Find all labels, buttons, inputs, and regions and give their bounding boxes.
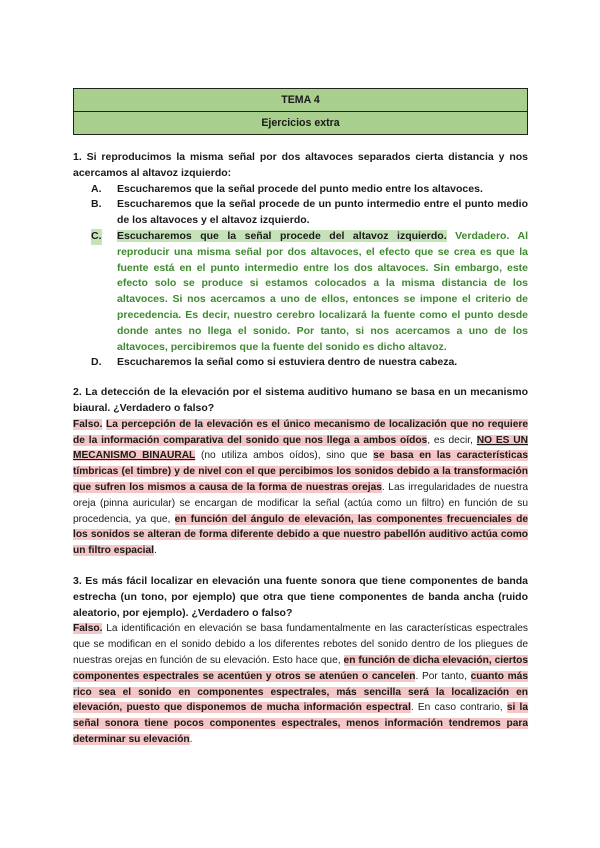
correct-verdict: Verdadero. [455, 229, 510, 242]
header-title: TEMA 4 [74, 89, 528, 112]
option-b [91, 197, 528, 229]
correct-explanation: Al reproducir una misma señal por dos altavoces, el efecto que se crea es que la fuente está en el punto intermedio entre los dos altavoces. Sin embargo, este efecto solo se produce si estamos colocados a la misma distancia de los altavoces. Si nos acercamos a uno de ellos, entonces se impone el criterio de precedencia. Es decir, nuestro cerebro localizará la fuente como el punto desde donde antes no llega el sonido. Por tanto, si nos acercamos a uno de los altavoces, percibiremos que la fuente del sonido es dicho altavoz. [117, 229, 528, 353]
answer-highlight: La percepción de la elevación es el único mecanismo de localización que no requiere de la información comparativa del sonido que nos llega a ambos oídos [73, 418, 528, 446]
question-3 [73, 574, 528, 748]
answer-text: . En caso contrario, [410, 702, 507, 714]
question-2-answer [73, 417, 528, 559]
question-2 [73, 385, 528, 559]
question-3-answer [73, 621, 528, 747]
question-3-text: 3. Es más fácil localizar en elevación una fuente sonora que tiene componentes de banda estrecha (un tono, por ejemplo) que otra que tiene componentes de banda ancha (ruido aleatorio, por ejemplo). ¿Verdadero o falso? [73, 574, 528, 619]
question-1-text: 1. Si reproducimos la misma señal por dos altavoces separados cierta distancia y nos acercamos al altavoz izquierdo: [73, 151, 528, 179]
option-text: Escucharemos que la señal procede de un punto intermedio entre el punto medio de los altavoces y el altavoz izquierdo. [117, 198, 528, 227]
answer-verdict: Falso. [73, 623, 103, 635]
header-table [73, 88, 528, 135]
answer-text: . [189, 733, 193, 745]
answer-text: . Las irregularidades de nuestra oreja (pinna auricular) se encargan de modificar la señal (actúa como un filtro) en función de su procedencia, ya que, [73, 481, 528, 525]
answer-text: (no utiliza ambos oídos), sino que [195, 450, 374, 462]
option-d [91, 355, 528, 371]
answer-highlight: se basa en las características tímbricas (el timbre) y de nivel con el que percibimos los sonidos debido a la transformación que sufren los mismos a causa de la forma de nuestras orejas [73, 450, 528, 493]
option-text: Escucharemos que la señal procede del altavoz izquierdo. [117, 229, 447, 242]
exercises [73, 150, 528, 748]
option-marker: A. [91, 182, 102, 195]
option-a [91, 182, 528, 198]
option-text: Escucharemos que la señal procede del punto medio entre los altavoces. [117, 182, 483, 195]
answer-text: , es decir, [427, 434, 477, 446]
answer-highlight: en función de dicha elevación, ciertos componentes espectrales se acentúen y otros se atenúen o cancelen [73, 654, 528, 682]
answer-verdict: Falso. [73, 418, 103, 430]
option-marker: D. [91, 356, 102, 369]
answer-text: . [153, 545, 157, 557]
answer-text: La identificación en elevación se basa fundamentalmente en las características espectrales que se modifican en el sonido debido a los diferentes rebotes del sonido dentro de los pliegues de nuestras orejas en función de su elevación. Esto hace que, [73, 623, 528, 666]
answer-text: . Por tanto, [415, 670, 471, 682]
option-text: Escucharemos la señal como si estuviera dentro de nuestra cabeza. [117, 356, 458, 369]
answer-highlight: si la señal sonora tiene pocos componentes espectrales, menos información tendremos para determinar su elevación [73, 702, 528, 745]
option-c [91, 229, 528, 355]
answer-highlight: cuanto más rico sea el sonido en componentes espectrales, más sencilla será la localización en elevación, puesto que disponemos de mucha información espectral [73, 670, 528, 714]
question-1 [73, 150, 528, 371]
answer-emphasis: NO ES UN MECANISMO BINAURAL [73, 434, 528, 462]
question-1-options [73, 182, 528, 372]
answer-highlight: en función del ángulo de elevación, las componentes frecuenciales de los sonidos se alteran de forma diferente debido a que nuestro pabellón auditivo actúa como un filtro espacial [73, 513, 528, 557]
option-marker: B. [91, 198, 102, 211]
header-subtitle: Ejercicios extra [74, 112, 528, 135]
question-2-text: 2. La detección de la elevación por el sistema auditivo humano se basa en un mecanismo biaural. ¿Verdadero o falso? [73, 386, 528, 414]
option-marker: C. [91, 229, 102, 245]
